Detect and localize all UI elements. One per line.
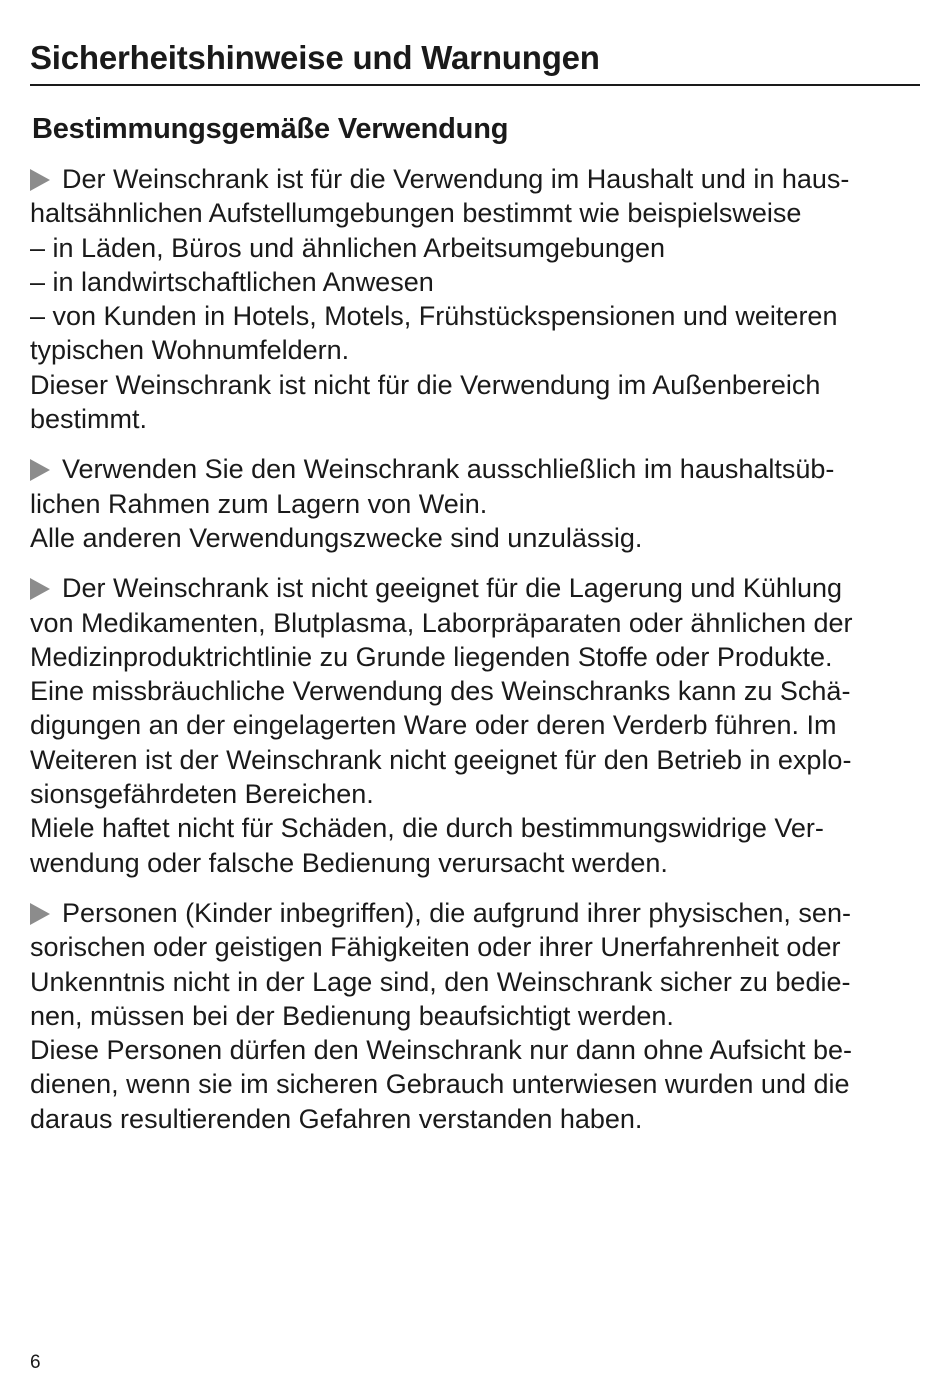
paragraph-not-suitable bbox=[30, 571, 922, 880]
text-line: digungen an der eingelagerten Ware oder deren Verderb führen. Im bbox=[30, 710, 837, 741]
text-line: sorischen oder geistigen Fähigkeiten oder ihrer Unerfahrenheit oder bbox=[30, 932, 841, 963]
text-line: Der Weinschrank ist nicht geeignet für die Lagerung und Kühlung bbox=[30, 571, 922, 605]
text-line: – in landwirtschaftlichen Anwesen bbox=[30, 266, 434, 297]
text-line: Der Weinschrank ist für die Verwendung im Haushalt und in haus- bbox=[30, 162, 922, 196]
text-line: Unkenntnis nicht in der Lage sind, den Weinschrank sicher zu bedie- bbox=[30, 966, 851, 997]
section-title: Bestimmungsgemäße Verwendung bbox=[32, 113, 509, 145]
paragraph-supervision bbox=[30, 896, 922, 1136]
text-line: Eine missbräuchliche Verwendung des Weinschranks kann zu Schä- bbox=[30, 676, 851, 707]
triangle-bullet-icon bbox=[30, 578, 50, 600]
text-line: Personen (Kinder inbegriffen), die aufgrund ihrer physischen, sen- bbox=[30, 896, 922, 930]
text-line: haltsähnlichen Aufstellumgebungen bestimmt wie beispielsweise bbox=[30, 198, 802, 229]
text-line: Alle anderen Verwendungszwecke sind unzulässig. bbox=[30, 522, 643, 553]
triangle-bullet-icon bbox=[30, 169, 50, 191]
text-line: nen, müssen bei der Bedienung beaufsichtigt werden. bbox=[30, 1000, 674, 1031]
page-title: Sicherheitshinweise und Warnungen bbox=[30, 39, 600, 76]
triangle-bullet-icon bbox=[30, 459, 50, 481]
page-number: 6 bbox=[30, 1352, 41, 1373]
paragraph-intended-use bbox=[30, 162, 922, 436]
text-line: daraus resultierenden Gefahren verstanden haben. bbox=[30, 1103, 643, 1134]
text-line: sionsgefährdeten Bereichen. bbox=[30, 779, 374, 810]
text-line: Dieser Weinschrank ist nicht für die Verwendung im Außenbereich bbox=[30, 369, 821, 400]
paragraph-wine-storage bbox=[30, 452, 922, 555]
text-line: Medizinproduktrichtlinie zu Grunde liegenden Stoffe oder Produkte. bbox=[30, 641, 833, 672]
text-line: Weiteren ist der Weinschrank nicht geeignet für den Betrieb in explo- bbox=[30, 744, 852, 775]
text-line: bestimmt. bbox=[30, 404, 148, 435]
content-body bbox=[30, 162, 922, 1152]
text-line: von Medikamenten, Blutplasma, Laborpräparaten oder ähnlichen der bbox=[30, 607, 853, 638]
text-line: Diese Personen dürfen den Weinschrank nur dann ohne Aufsicht be- bbox=[30, 1035, 853, 1066]
text-line: lichen Rahmen zum Lagern von Wein. bbox=[30, 488, 488, 519]
page-header bbox=[30, 38, 920, 86]
triangle-bullet-icon bbox=[30, 903, 50, 925]
text-line: – von Kunden in Hotels, Motels, Frühstückspensionen und weiteren bbox=[30, 301, 838, 332]
text-line: Miele haftet nicht für Schäden, die durch bestimmungswidrige Ver- bbox=[30, 813, 824, 844]
text-line: dienen, wenn sie im sicheren Gebrauch unterwiesen wurden und die bbox=[30, 1069, 850, 1100]
text-line: wendung oder falsche Bedienung verursacht werden. bbox=[30, 847, 668, 878]
text-line: – in Läden, Büros und ähnlichen Arbeitsumgebungen bbox=[30, 232, 665, 263]
text-line: typischen Wohnumfeldern. bbox=[30, 335, 350, 366]
text-line: Verwenden Sie den Weinschrank ausschließlich im haushaltsüb- bbox=[30, 452, 922, 486]
